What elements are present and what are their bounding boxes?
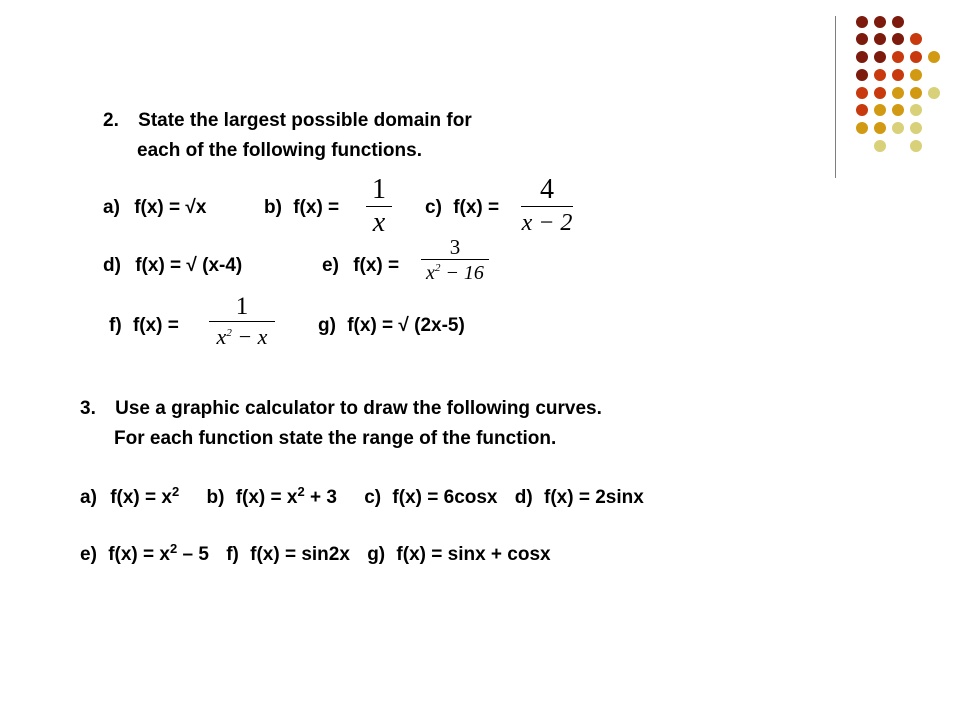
q3-e-expr — [108, 541, 209, 565]
dot — [910, 104, 922, 116]
q2-e-numerator: 3 — [449, 235, 461, 259]
q2-f-den-base: x — [216, 324, 227, 349]
q2-item-a — [103, 197, 206, 219]
q2-item-c — [425, 197, 499, 219]
q2-d-expr: f(x) = √ (x-4) — [135, 255, 243, 276]
q2-e-den-base: x — [426, 262, 435, 284]
q2-item-g — [318, 315, 465, 337]
q2-heading-text: State the largest possible domain for — [138, 110, 472, 131]
q3-b-rest: + 3 — [304, 487, 337, 508]
q2-b-numerator: 1 — [372, 174, 386, 205]
dot — [892, 87, 904, 99]
q2-b-denominator: x — [372, 207, 386, 238]
q3-c-label: c) — [364, 487, 382, 508]
dot — [910, 122, 922, 134]
q2-e-den-rest: − 16 — [440, 262, 484, 284]
q3-f-expr: f(x) = sin2x — [250, 544, 350, 565]
dot — [874, 16, 886, 28]
dot — [892, 33, 904, 45]
dot — [874, 140, 886, 152]
q2-f-fraction — [209, 293, 275, 352]
q2-c-fraction — [521, 174, 573, 239]
dot — [910, 69, 922, 81]
q3-e-exponent: 2 — [169, 541, 178, 556]
q3-a-exponent: 2 — [171, 484, 180, 499]
q3-e-base: f(x) = x — [108, 544, 170, 565]
dot — [892, 16, 904, 28]
q2-f-numerator: 1 — [235, 293, 249, 320]
q2-e-expr: f(x) = — [353, 255, 400, 276]
q3-a-label: a) — [80, 487, 97, 508]
dot — [874, 87, 886, 99]
q2-a-expr: f(x) = √x — [134, 197, 207, 218]
q2-e-den-exponent: 2 — [434, 262, 441, 274]
q2-c-label: c) — [425, 197, 442, 218]
dot — [874, 69, 886, 81]
q3-g-label: g) — [367, 544, 386, 565]
q3-f-label: f) — [226, 544, 239, 565]
q2-item-d — [103, 255, 242, 277]
q2-e-denominator — [421, 260, 489, 286]
q2-e-fraction — [421, 235, 489, 286]
dot — [928, 87, 940, 99]
q2-f-label: f) — [109, 315, 122, 336]
q3-a-expr — [110, 484, 180, 508]
q2-f-den-rest: − x — [231, 324, 268, 349]
q3-heading-line2: For each function state the range of the function. — [114, 428, 557, 449]
dot — [892, 122, 904, 134]
q3-heading-line1 — [80, 398, 602, 420]
q3-g-expr: f(x) = sinx + cosx — [396, 544, 551, 565]
q2-f-denominator — [209, 322, 275, 352]
q3-d-expr: f(x) = 2sinx — [544, 487, 644, 508]
q2-item-f — [109, 315, 179, 337]
q3-b-expr — [235, 484, 337, 508]
q2-item-b — [264, 197, 339, 219]
q2-item-e — [322, 255, 399, 277]
q3-b-exponent: 2 — [297, 484, 305, 499]
q3-c-expr: f(x) = 6cosx — [392, 487, 498, 508]
dot — [928, 51, 940, 63]
dot — [874, 104, 886, 116]
dot — [874, 33, 886, 45]
dot — [856, 51, 868, 63]
q2-a-label: a) — [103, 197, 120, 218]
dot — [874, 51, 886, 63]
q2-f-expr: f(x) = — [132, 315, 179, 336]
dot — [910, 33, 922, 45]
q2-c-denominator: x − 2 — [521, 210, 573, 236]
q2-c-numerator: 4 — [540, 174, 554, 205]
q2-number: 2. — [103, 110, 119, 131]
dot — [910, 51, 922, 63]
q2-e-label: e) — [322, 255, 339, 276]
q3-d-label: d) — [514, 487, 533, 508]
dot — [892, 51, 904, 63]
q3-b-base: f(x) = x — [235, 487, 298, 508]
q2-b-expr: f(x) = — [293, 197, 340, 218]
q3-e-rest: – 5 — [177, 544, 209, 565]
q3-e-label: e) — [80, 544, 97, 565]
decorative-dot-grid — [0, 0, 960, 200]
divider-line — [835, 16, 836, 178]
q3-heading-text: Use a graphic calculator to draw the following curves. — [115, 398, 602, 419]
dot — [856, 104, 868, 116]
q3-row1 — [80, 484, 644, 509]
q3-number: 3. — [80, 398, 96, 419]
dot — [874, 122, 886, 134]
dot — [892, 69, 904, 81]
dot — [856, 122, 868, 134]
q2-heading-line1 — [103, 110, 472, 132]
dot — [856, 16, 868, 28]
q3-row2 — [80, 541, 551, 566]
dot — [910, 87, 922, 99]
q2-g-label: g) — [318, 315, 336, 336]
q2-g-expr: f(x) = √ (2x-5) — [347, 315, 465, 336]
q2-b-fraction — [366, 174, 392, 239]
q2-c-expr: f(x) = — [453, 197, 500, 218]
q2-d-label: d) — [103, 255, 121, 276]
q3-a-base: f(x) = x — [110, 487, 172, 508]
dot — [856, 69, 868, 81]
dot — [892, 104, 904, 116]
q2-heading-line2: each of the following functions. — [137, 140, 422, 161]
q2-b-label: b) — [264, 197, 282, 218]
q3-b-label: b) — [206, 487, 225, 508]
dot — [910, 140, 922, 152]
q2-f-den-exponent: 2 — [226, 327, 232, 339]
dot — [856, 87, 868, 99]
dot — [856, 33, 868, 45]
